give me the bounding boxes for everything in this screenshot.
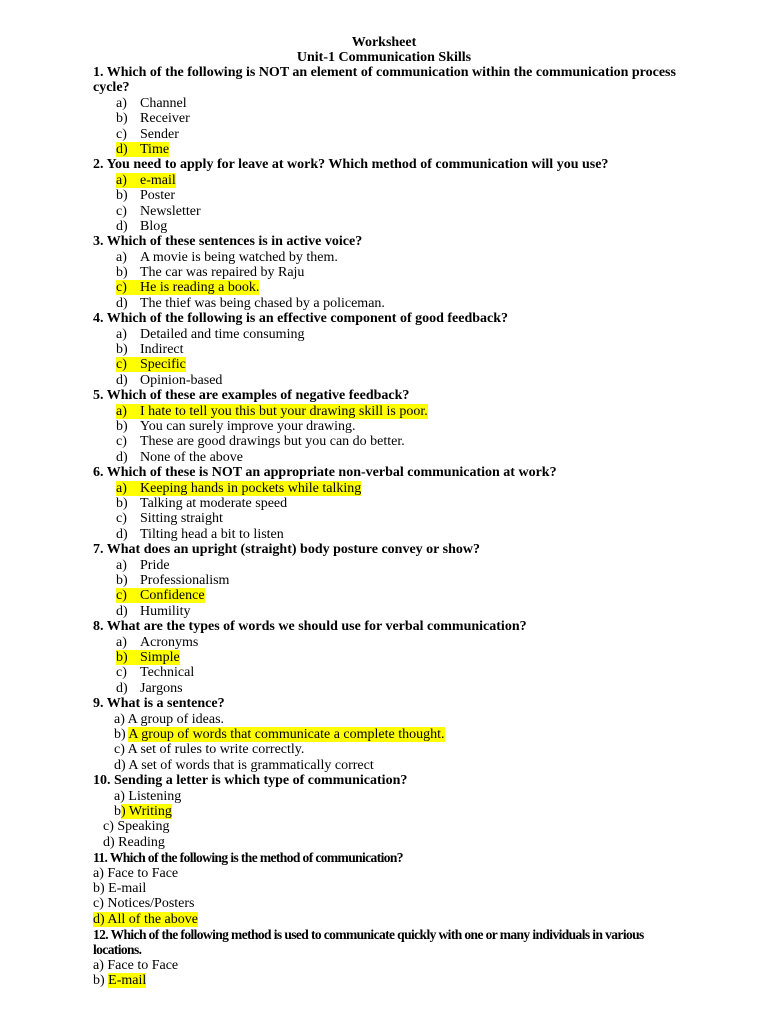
question-9-option-a: a) A group of ideas. (114, 712, 225, 727)
question-8-option-c: c) Technical (116, 665, 195, 680)
question-7-option-a: a) Pride (116, 558, 170, 573)
question-11: 11. Which of the following is the method of communication? (93, 850, 403, 865)
question-9-option-c: c) A set of rules to write correctly. (114, 742, 305, 757)
question-1: 1. Which of the following is NOT an element of communication within the communication process cycle? (93, 65, 676, 96)
question-10-option-c: c) Speaking (103, 819, 170, 834)
question-12-option-b-answer: b) E-mail (93, 973, 147, 988)
question-9-option-b-answer: b) A group of words that communicate a complete thought. (114, 727, 445, 742)
question-6-option-b: b) Talking at moderate speed (116, 496, 288, 511)
question-6-option-c: c) Sitting straight (116, 511, 223, 526)
question-4-option-a: a) Detailed and time consuming (116, 327, 305, 342)
question-2-option-d: d) Blog (116, 219, 168, 234)
question-10-option-d: d) Reading (103, 835, 165, 850)
worksheet-subtitle: Unit-1 Communication Skills (296, 50, 472, 65)
question-4-option-d: d) Opinion-based (116, 373, 223, 388)
question-4-option-c-answer: c) Specific (116, 357, 186, 372)
question-6-option-d: d) Tilting head a bit to listen (116, 527, 284, 542)
question-8-option-a: a) Acronyms (116, 635, 199, 650)
question-9-option-d: d) A set of words that is grammatically correct (114, 758, 374, 773)
question-4-option-b: b) Indirect (116, 342, 184, 357)
question-8: 8. What are the types of words we should use for verbal communication? (93, 619, 527, 634)
question-5-option-a-answer: a) I hate to tell you this but your drawing skill is poor. (116, 404, 428, 419)
question-11-option-a: a) Face to Face (93, 866, 179, 881)
question-2-option-a-answer: a) e-mail (116, 173, 176, 188)
question-7-option-c-answer: c) Confidence (116, 588, 205, 603)
question-7-option-b: b) Professionalism (116, 573, 230, 588)
question-3-option-d: d) The thief was being chased by a policeman. (116, 296, 385, 311)
question-10-option-a: a) Listening (114, 789, 182, 804)
question-3-option-b: b) The car was repaired by Raju (116, 265, 305, 280)
question-3-option-c-answer: c) He is reading a book. (116, 280, 260, 295)
question-2-option-b: b) Poster (116, 188, 175, 203)
question-7: 7. What does an upright (straight) body posture convey or show? (93, 542, 480, 557)
question-2: 2. You need to apply for leave at work? Which method of communication will you use? (93, 157, 609, 172)
worksheet-title: Worksheet (351, 35, 417, 50)
question-1-option-d-answer: d) Time (116, 142, 170, 157)
question-6: 6. Which of these is NOT an appropriate non-verbal communication at work? (93, 465, 557, 480)
question-5-option-c: c) These are good drawings but you can do better. (116, 434, 405, 449)
question-5-option-b: b) You can surely improve your drawing. (116, 419, 356, 434)
question-12-option-a: a) Face to Face (93, 958, 179, 973)
question-1-option-b: b) Receiver (116, 111, 190, 126)
question-11-option-d-answer: d) All of the above (93, 912, 198, 927)
question-11-option-c: c) Notices/Posters (93, 896, 195, 911)
question-3: 3. Which of these sentences is in active voice? (93, 234, 363, 249)
question-8-option-d: d) Jargons (116, 681, 183, 696)
question-8-option-b-answer: b) Simple (116, 650, 180, 665)
question-4: 4. Which of the following is an effective component of good feedback? (93, 311, 509, 326)
question-11-option-b: b) E-mail (93, 881, 147, 896)
question-10-option-b-answer: b) Writing (114, 804, 172, 819)
question-9: 9. What is a sentence? (93, 696, 225, 711)
question-5-option-d: d) None of the above (116, 450, 244, 465)
question-3-option-a: a) A movie is being watched by them. (116, 250, 338, 265)
question-1-option-c: c) Sender (116, 127, 179, 142)
question-12: 12. Which of the following method is used to communicate quickly with one or many individuals in various locations. (93, 927, 644, 958)
question-1-option-a: a) Channel (116, 96, 187, 111)
question-6-option-a-answer: a) Keeping hands in pockets while talking (116, 481, 362, 496)
question-7-option-d: d) Humility (116, 604, 191, 619)
question-10: 10. Sending a letter is which type of communication? (93, 773, 408, 788)
question-5: 5. Which of these are examples of negative feedback? (93, 388, 410, 403)
question-2-option-c: c) Newsletter (116, 204, 201, 219)
